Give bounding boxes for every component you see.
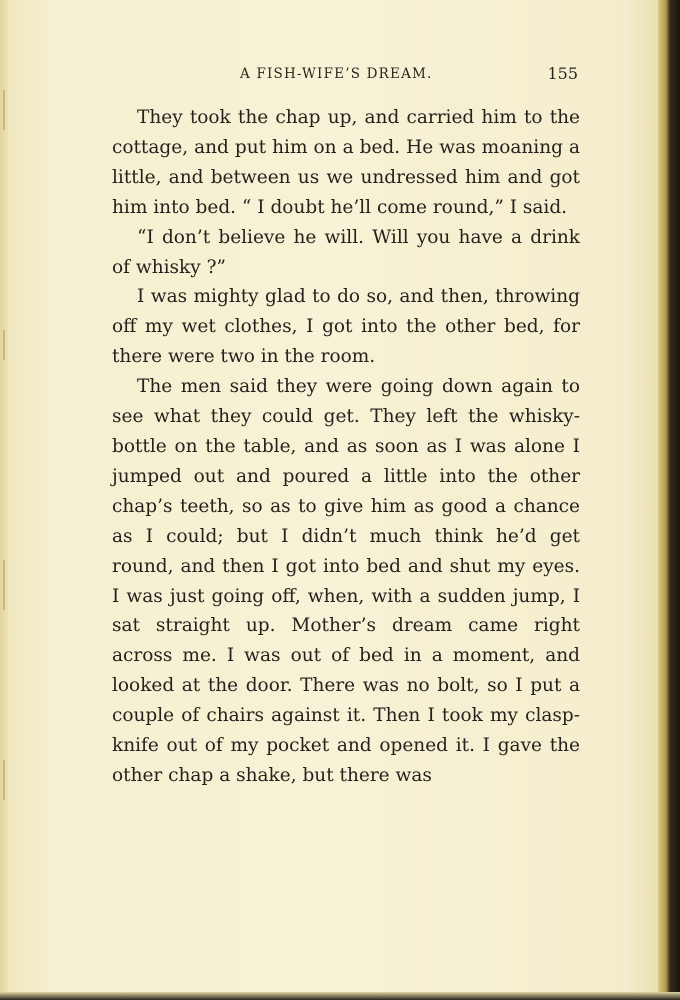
page-number: 155 [547, 64, 578, 83]
spine-mark [3, 560, 5, 610]
page-header [112, 64, 580, 86]
paragraph-4: The men said they were going down again to see what they could get. They left the whisky-bottle on the table, and as soon as I was alone I jumped out and poured a little into the other chap’s teeth, so as to give him as good a chance as I could; but I didn’t much think he’d get round, and then I got into bed and shut my eyes. I was just going off, when, with a sudden jump, I sat straight up. Mother’s dream came right across me. I was out of bed in a moment, and looked at the door. There was no bolt, so I put a couple of chairs against it. Then I took my clasp-knife out of my pocket and opened it. I gave the other chap a shake, but there was [112, 376, 580, 786]
paragraph-2: “I don’t believe he will. Will you have a drink of whisky ?” [112, 226, 580, 278]
page-bottom-edge [0, 992, 680, 1000]
spine-mark [3, 90, 5, 130]
body-text [112, 103, 580, 791]
running-head: A FISH-WIFE’S DREAM. [240, 66, 433, 82]
spine-mark [3, 330, 5, 360]
book-cover-edge [658, 0, 680, 1000]
paragraph-3: I was mighty glad to do so, and then, throwing off my wet clothes, I got into the other bed, for there were two in the room. [112, 286, 580, 368]
page-left-edge [0, 0, 8, 1000]
paragraph-1: They took the chap up, and carried him to the cottage, and put him on a bed. He was moaning a little, and between us we undressed him and got him into bed. “ I doubt he’ll come round,” I said. [112, 107, 580, 218]
spine-mark [3, 760, 5, 800]
